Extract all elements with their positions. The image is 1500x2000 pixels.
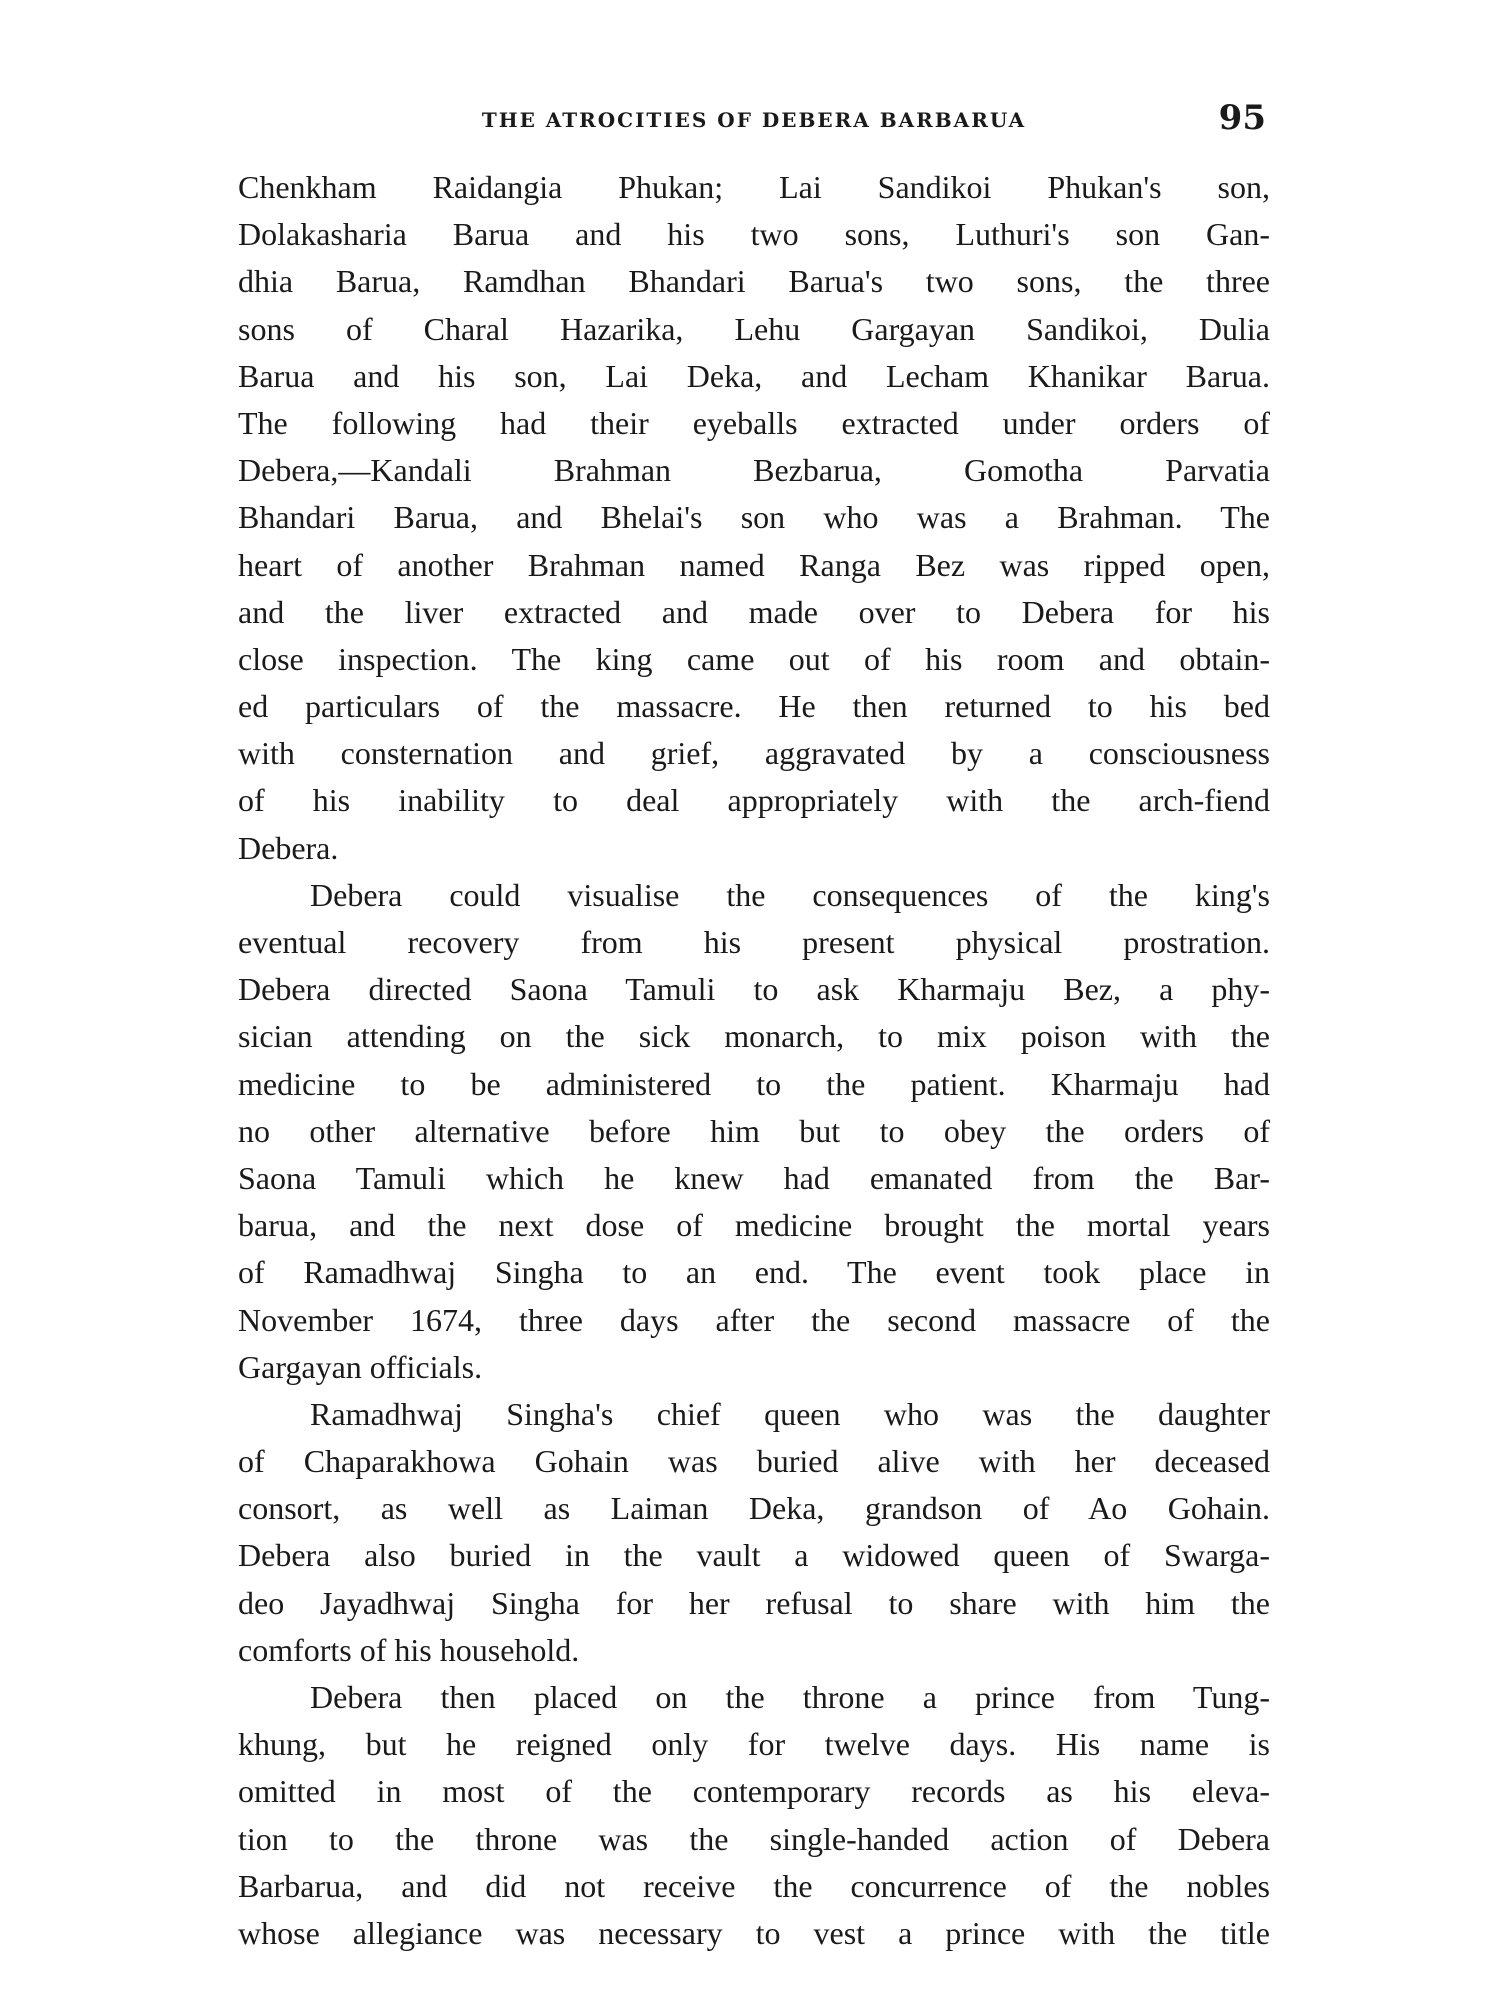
text-line: of his inability to deal appropriately with the arch-fiend: [238, 782, 1270, 819]
text-line: Debera then placed on the throne a prince from Tung-: [310, 1679, 1270, 1715]
text-line: Saona Tamuli which he knew had emanated from the Bar-: [238, 1159, 1270, 1196]
body-text: [238, 164, 1270, 1957]
text-line: Debera,—Kandali Brahman Bezbarua, Gomotha Parvatia: [238, 452, 1270, 489]
text-line: tion to the throne was the single-handed action of Debera: [238, 1820, 1270, 1857]
running-head-title: THE ATROCITIES OF DEBERA BARBARUA: [481, 108, 1027, 132]
text-line: khung, but he reigned only for twelve days. His name is: [238, 1726, 1270, 1763]
text-line: barua, and the next dose of medicine brought the mortal years: [238, 1207, 1270, 1244]
text-line: Bhandari Barua, and Bhelai's son who was a Brahman. The: [238, 499, 1270, 536]
text-line: deo Jayadhwaj Singha for her refusal to share with him the: [238, 1584, 1270, 1621]
text-line: November 1674, three days after the second massacre of the: [238, 1301, 1270, 1338]
text-line: Ramadhwaj Singha's chief queen who was the daughter: [310, 1395, 1270, 1432]
text-line: and the liver extracted and made over to Debera for his: [238, 593, 1270, 630]
page-number: 95: [1218, 98, 1266, 138]
text-line: Debera could visualise the consequences of the king's: [310, 876, 1270, 913]
text-line: Debera directed Saona Tamuli to ask Kharmaju Bez, a phy-: [238, 971, 1270, 1008]
text-line: with consternation and grief, aggravated by a consciousness: [238, 735, 1270, 772]
text-line: comforts of his household.: [238, 1631, 580, 1668]
text-line: close inspection. The king came out of his room and obtain-: [238, 640, 1270, 677]
text-line: sons of Charal Hazarika, Lehu Gargayan Sandikoi, Dulia: [238, 310, 1270, 347]
text-line: of Ramadhwaj Singha to an end. The event took place in: [238, 1254, 1270, 1291]
text-line: Gargayan officials.: [238, 1348, 483, 1385]
text-line: Debera also buried in the vault a widowed queen of Swarga-: [238, 1537, 1270, 1574]
text-line: Debera.: [238, 829, 339, 866]
text-line: Barua and his son, Lai Deka, and Lecham Khanikar Barua.: [238, 357, 1270, 394]
text-line: ed particulars of the massacre. He then returned to his bed: [238, 688, 1270, 725]
text-line: Barbarua, and did not receive the concurrence of the nobles: [238, 1867, 1270, 1904]
text-line: consort, as well as Laiman Deka, grandson of Ao Gohain.: [238, 1490, 1270, 1527]
text-line: eventual recovery from his present physical prostration.: [238, 924, 1270, 960]
text-line: Dolakasharia Barua and his two sons, Luthuri's son Gan-: [238, 216, 1270, 253]
text-line: whose allegiance was necessary to vest a prince with the title: [238, 1914, 1270, 1951]
text-line: of Chaparakhowa Gohain was buried alive with her deceased: [238, 1443, 1270, 1480]
text-line: Chenkham Raidangia Phukan; Lai Sandikoi Phukan's son,: [238, 169, 1270, 205]
text-line: medicine to be administered to the patient. Kharmaju had: [238, 1065, 1270, 1102]
text-line: sician attending on the sick monarch, to mix poison with the: [238, 1018, 1270, 1055]
text-line: heart of another Brahman named Ranga Bez was ripped open,: [238, 546, 1270, 583]
text-line: dhia Barua, Ramdhan Bhandari Barua's two sons, the three: [238, 263, 1270, 300]
text-line: The following had their eyeballs extracted under orders of: [238, 404, 1270, 441]
text-line: no other alternative before him but to obey the orders of: [238, 1112, 1270, 1149]
text-line: omitted in most of the contemporary records as his eleva-: [238, 1773, 1270, 1810]
running-head: [238, 100, 1270, 140]
